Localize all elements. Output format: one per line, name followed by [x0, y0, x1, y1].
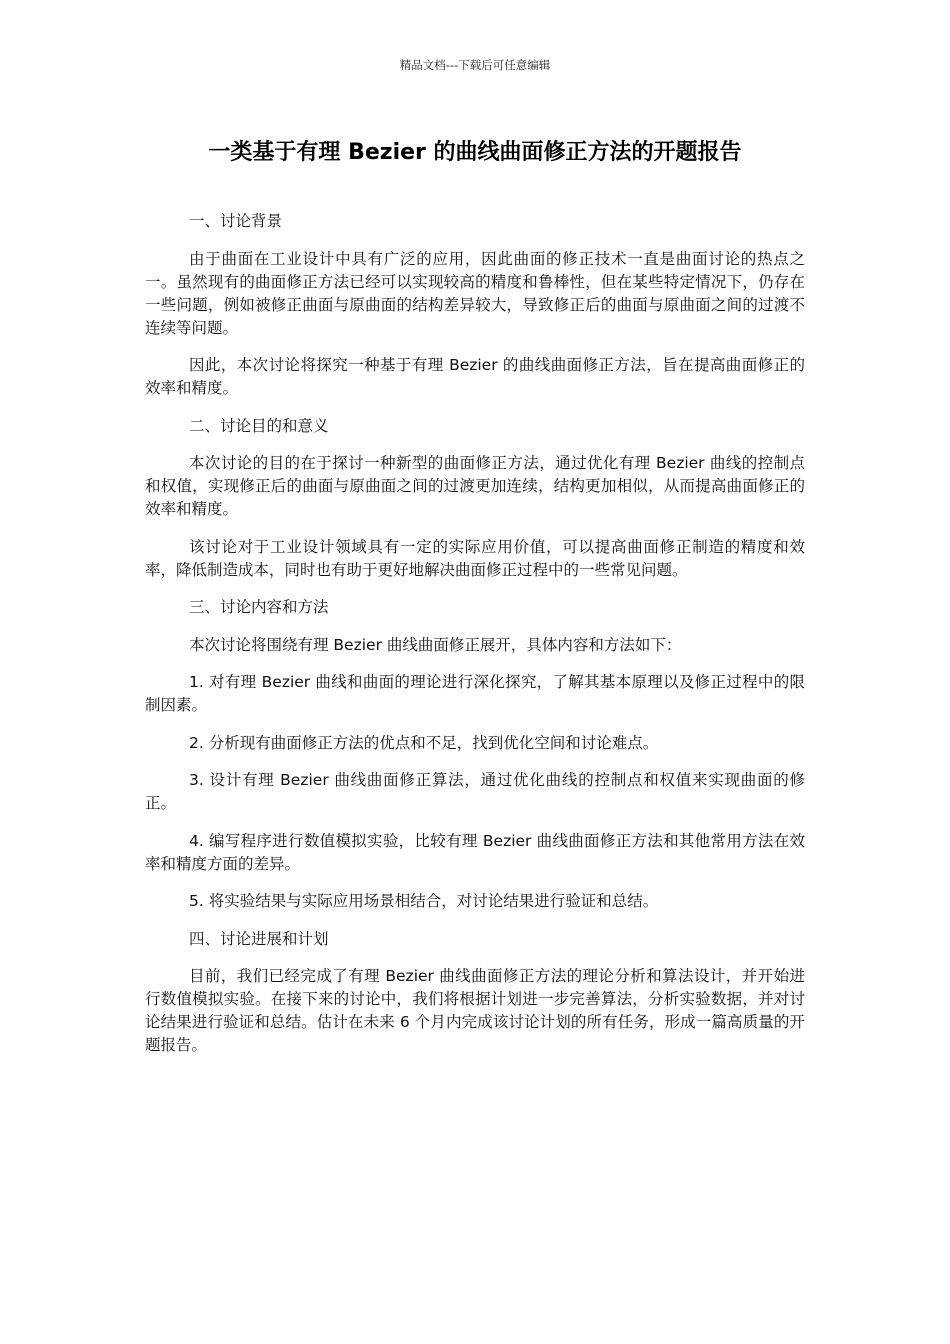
paragraph-purpose-2: 该讨论对于工业设计领域具有一定的实际应用价值，可以提高曲面修正制造的精度和效率，降低制造成本，同时也有助于更好地解决曲面修正过程中的一些常见问题。 — [145, 537, 805, 579]
list-item-1: 1. 对有理 Bezier 曲线和曲面的理论进行深化探究，了解其基本原理以及修正过程中的限制因素。 — [145, 673, 805, 714]
list-item-2: 2. 分析现有曲面修正方法的优点和不足，找到优化空间和讨论难点。 — [189, 733, 659, 752]
paragraph-content-intro: 本次讨论将围绕有理 Bezier 曲线曲面修正展开，具体内容和方法如下： — [189, 635, 682, 654]
paragraph-background-2: 因此，本次讨论将探究一种基于有理 Bezier 的曲线曲面修正方法，旨在提高曲面修正的效率和精度。 — [145, 356, 805, 397]
document-body — [145, 210, 805, 1072]
paragraph-purpose-1: 本次讨论的目的在于探讨一种新型的曲面修正方法，通过优化有理 Bezier 曲线的控制点和权值，实现修正后的曲面与原曲面之间的过渡更加连续，结构更加相似，从而提高曲面修正的效率和精度。 — [145, 454, 805, 518]
list-item-4: 4. 编写程序进行数值模拟实验，比较有理 Bezier 曲线曲面修正方法和其他常用方法在效率和精度方面的差异。 — [145, 831, 805, 873]
list-item-5: 5. 将实验结果与实际应用场景相结合，对讨论结果进行验证和总结。 — [189, 892, 659, 910]
section-heading-progress: 四、讨论进展和计划 — [189, 929, 329, 948]
section-heading-purpose: 二、讨论目的和意义 — [189, 416, 329, 435]
paragraph-background-1: 由于曲面在工业设计中具有广泛的应用，因此曲面的修正技术一直是曲面讨论的热点之一。虽然现有的曲面修正方法已经可以实现较高的精度和鲁棒性，但在某些特定情况下，仍存在一些问题，例如被修正曲面与原曲面的结构差异较大，导致修正后的曲面与原曲面之间的过渡不连续等问题。 — [145, 249, 805, 337]
document-title: 一类基于有理 Bezier 的曲线曲面修正方法的开题报告 — [208, 140, 742, 165]
list-item-3: 3. 设计有理 Bezier 曲线曲面修正算法，通过优化曲线的控制点和权值来实现曲面的修正。 — [145, 771, 805, 812]
section-heading-content: 三、讨论内容和方法 — [189, 598, 329, 616]
page-header: 精品文档---下载后可任意编辑 — [399, 58, 551, 72]
paragraph-progress: 目前，我们已经完成了有理 Bezier 曲线曲面修正方法的理论分析和算法设计，并开始进行数值模拟实验。在接下来的讨论中，我们将根据计划进一步完善算法，分析实验数据，并对讨论结果进行验证和总结。估计在未来 6 个月内完成该讨论计划的所有任务，形成一篇高质量的开题报告。 — [145, 967, 805, 1054]
section-heading-background: 一、讨论背景 — [189, 212, 283, 230]
